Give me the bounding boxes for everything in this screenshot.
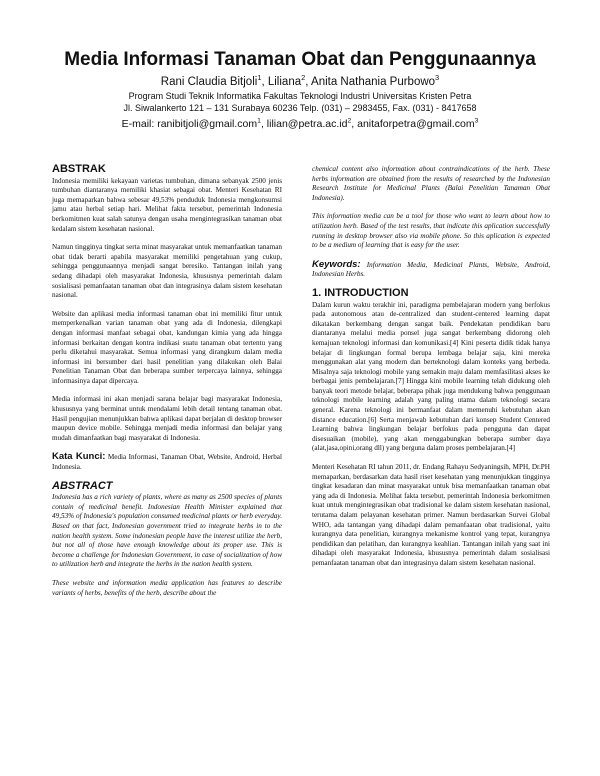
author-1: Rani Claudia Bitjoli [160, 76, 258, 88]
affiliation-line-1: Program Studi Teknik Informatika Fakultas Teknologi Industri Universitas Kristen Petra [128, 91, 472, 101]
introduction-paragraph-1: Dalam kurun waktu terakhir ini, paradigma pembelajaran modern yang berfokus pada autonomous atau de-centralized dan student-centered learning dapat dikatakan berkembang dengan sangat baik. Pendekatan pendidikan baru diantaranya melalui media ponsel juga sangat berkembang didorong oleh kemajuan teknologi informasi dan komunikasi.[4] Kini peserta didik tidak hanya belajar di lingkungan formal berupa lembaga belajar saja, kini mereka menggunakan alat yang modern dan berteknologi dalam konteks yang berbeda. Misalnya saja teknologi mobile yang semakin maju dalam memfasilitasi akses ke berbagai jenis pembelajaran.[7] Hingga kini mobile learning telah didukung oleh banyak teori metode belajar, beberapa pihak juga mendukung bahwa penggunaan teknologi mobile learning adalah yang paling utama dalam teknologi secara general. Karena teknologi ini bermanfaat dalam memenuhi kebutuhan akan distance education.[6] Serta menjawab kebutuhan dari konsep Student Centered Learning bahwa lingkungan belajar berfokus pada pengguna dan dapat disesuaikan (mobile), yang akan menggabungkan beberapa sumber daya (alat,jasa,opini,orang dll) yang berguna dalam proses pembelajaran.[4] [312, 300, 550, 453]
kata-kunci-text: Media Informasi, Tanaman Obat, Website, Android, Herbal Indonesia. [52, 453, 282, 472]
email-2: , lilian@petra.ac.id [260, 118, 348, 130]
affiliation-line-2: Jl. Siwalankerto 121 – 131 Surabaya 60236 Telp. (031) – 2983455, Fax. (031) - 8417658 [123, 103, 477, 113]
author-3: , Anita Nathania Purbowo [305, 76, 436, 88]
abstract-paragraph-3: This information media can be a tool for those who want to learn about how to utilization herb. Based of the test results, that indicate this aplication successfully running in desktop browser also via mobile phone. So this aplication is expected to be a medium of learning that is easy for the user. [312, 212, 550, 250]
abstract-heading: ABSTRACT [52, 479, 113, 492]
abstract-continued: chemical content also information about contraindications of the herb. These herbs information are obtained from the results of researched by the Indonesian Research Institute for Medicinal Plants (Balai Penelitian Tanaman Obat Indonesia). [312, 165, 550, 202]
introduction-heading: 1. INTRODUCTION [312, 286, 409, 299]
abstract-paragraph-2: These website and information media application has features to describe variants of herbs, benefits of the herb, describe about the [52, 578, 282, 597]
author-2-sup: 2 [301, 73, 306, 83]
keywords-label: Keywords: [312, 258, 361, 270]
email-2-sup: 2 [347, 117, 352, 125]
abstract-paragraph-1: Indonesia has a rich variety of plants, where as many as 2500 species of plants contain of medicinal benefit. Indonesian Health Minister explained that 49,53% of Indonesia's population consumed medicinal plants or herb everyday. Based on that fact, Indonesian government tried to integrate herbs in to the nation health system. Some indonesian people have the interest utilize the herb, but not all of those have enough knowledge about its proper use. This is become a challenge for Indonesian Government, in case of socialization of how to utilization herb and integrate the herbs in the nation health system. [52, 493, 282, 569]
kata-kunci [52, 452, 282, 472]
email-1-sup: 1 [257, 117, 261, 125]
left-column [52, 165, 282, 607]
abstrak-heading: ABSTRAK [52, 163, 106, 175]
abstrak-paragraph-3: Website dan aplikasi media informasi tanaman obat ini memiliki fitur untuk memperkenalkan varian tanaman obat yang ada di Indonesia, dilengkapi dengan informasi manfaat sebagai obat, kandungan kimia yang ada hingga informasi berkaitan dengan kontra indikasi suatu tanaman obat tertentu yang perlu diketahui masyarakat. Semua informasi yang dirangkum dalam media informasi ini bersumber dari hasil penelitian yang dilakukan oleh Balai Penelitian Tanaman Obat dan beberapa sumber terpercaya lainnya, sehingga informasinya dapat dipercaya. [52, 309, 282, 385]
email-line [0, 118, 600, 130]
author-1-sup: 1 [257, 73, 262, 83]
keywords-text: Information Media, Medicinal Plants, Website, Android, Indonesian Herbs. [312, 260, 551, 279]
author-2: , Liliana [261, 76, 302, 88]
email-3: , anitaforpetra@gmail.com [351, 118, 475, 130]
kata-kunci-label: Kata Kunci: [52, 451, 106, 463]
author-line [0, 73, 600, 88]
email-1: E-mail: ranibitjoli@gmail.com [121, 118, 258, 130]
author-3-sup: 3 [435, 73, 440, 83]
introduction-paragraph-2: Menteri Kesehatan RI tahun 2011, dr. Endang Rahayu Sedyaningsih, MPH, Dr.PH memaparkan, berdasarkan data hasil riset kesehatan yang menunjukkan tingginya tingkat kesadaran dan minat masyarakat untuk bisa memanfaatkan tanaman obat yang ada di Indonesia. Melihat fakta tersebut, pemerintah Indonesia berkomitmen kuat untuk mengintegrasikan obat tradisional ke dalam sistem kesehatan nasional, terutama dalam pelayanan kesehatan primer. Namun berdasarkan Survei Global WHO, ada tantangan yang dihadapi dalam pemanfaatan obat tradisional, yaitu kurangnya data penelitian, kurangnya mekanisme kontrol yang tepat, kurangnya pendidikan dan pelatihan, dan kurangnya keahlian. Tantangan inilah yang saat ini dihadapi oleh masyarakat Indonesia, khususnya pemerintah dalam sosialisasi pemanfaatan tanaman obat dan integrasinya dalam sistem kesehatan nasional. [312, 463, 550, 567]
abstrak-paragraph-1: Indonesia memiliki kekayaan varietas tumbuhan, dimana sebanyak 2500 jenis tumbuhan diantaranya memiliki khasiat sebagai obat. Menteri Kesehatan RI juga memaparkan bahwa sebesar 49,53% penduduk Indonesia mengkonsumsi jamu atau herbal setiap hari. Melihat fakta tersebut, pemerintah Indonesia berkomitmen kuat salah satunya dengan usaha mengintegrasikan tanaman obat kedalam sistem kesehatan nasional. [52, 176, 282, 233]
right-column [312, 165, 550, 578]
abstrak-paragraph-2: Namun tingginya tingkat serta minat masyarakat untuk memanfaatkan tanaman obat tidak berarti apabila masyarakat memiliki pengetahuan yang cukup, sehingga penggunaannya menjadi sangat beresiko. Tantangan inilah yang sedang dihadapi oleh masyarakat Indonesia, khususnya pemerintah dalam sosialisasi pemanfaatan tanaman obat dan integrasinya dalam sistem kesehatan nasional. [52, 243, 282, 300]
paper-title: Media Informasi Tanaman Obat dan Penggunaannya [64, 49, 536, 70]
keywords [312, 260, 550, 280]
abstrak-paragraph-4: Media informasi ini akan menjadi sarana belajar bagi masyarakat Indonesia, khususnya yang berminat untuk mendalami lebih detail tentang tanaman obat. Hasil pengujian menunjukkan bahwa aplikasi dapat berjalan di desktop browser maupun device mobile. Sehingga menjadi media informasi dan belajar yang mudah dimanfaatkan bagi masyarakat di Indonesia. [52, 395, 282, 442]
email-3-sup: 3 [474, 117, 479, 125]
